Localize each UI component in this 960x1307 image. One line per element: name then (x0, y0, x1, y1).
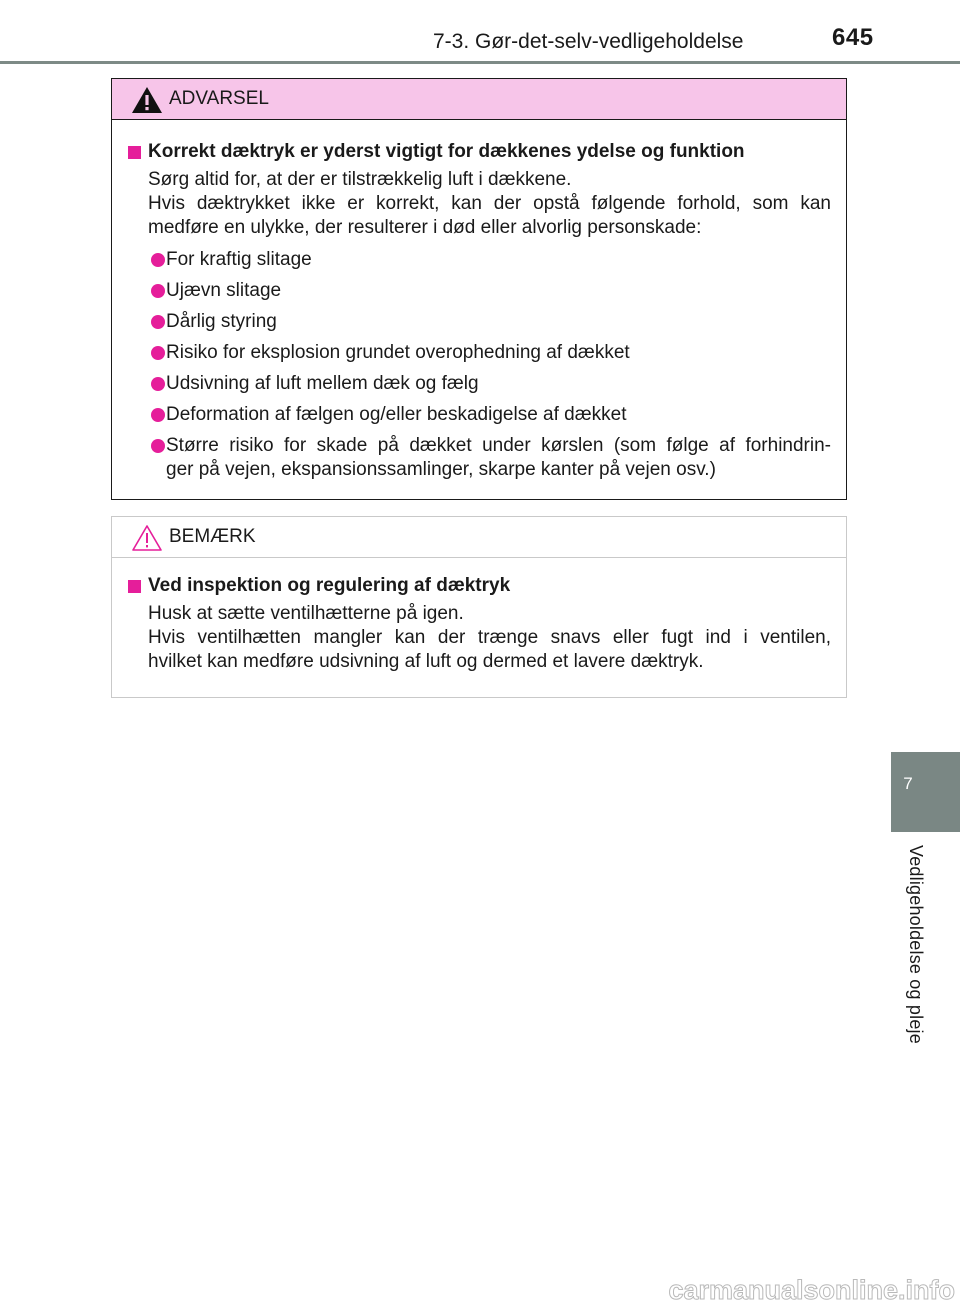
note-line: hvilket kan medføre udsivning af luft og dermed et lavere dæktryk. (148, 651, 704, 672)
chapter-tab[interactable] (891, 752, 960, 832)
round-bullet-icon (151, 253, 165, 267)
list-item: Ujævn slitage (126, 279, 831, 303)
round-bullet-icon (151, 346, 165, 360)
note-label: BEMÆRK (169, 526, 256, 547)
note-text (126, 602, 831, 674)
warning-bullet-list (126, 248, 831, 482)
page-header (0, 0, 960, 62)
round-bullet-icon (151, 408, 165, 422)
square-bullet-icon (128, 580, 141, 593)
chapter-number: 7 (903, 774, 913, 793)
header-divider (0, 61, 960, 64)
note-line: Hvis ventilhætten mangler kan der trænge snavs eller fugt ind i ventilen, (148, 627, 831, 648)
caution-triangle-outline-icon (130, 523, 164, 553)
watermark (0, 1275, 960, 1307)
warning-intro-line: Hvis dæktrykket ikke er korrekt, kan der opstå følgende forhold, som kan (148, 193, 831, 214)
list-item: Deformation af fælgen og/eller beskadigelse af dækket (126, 403, 831, 427)
watermark-text: carmanualsonline.info (668, 1275, 955, 1305)
chapter-title: Vedligeholdelse og pleje (906, 845, 926, 1044)
note-body (112, 558, 846, 674)
warning-body (112, 120, 846, 482)
warning-label: ADVARSEL (169, 88, 269, 109)
round-bullet-icon (151, 315, 165, 329)
round-bullet-icon (151, 284, 165, 298)
warning-box (111, 78, 847, 500)
warning-intro-line: medføre en ulykke, der resulterer i død eller alvorlig personskade: (148, 217, 702, 238)
note-header (112, 517, 846, 558)
list-item: Udsivning af luft mellem dæk og fælg (126, 372, 831, 396)
warning-header (112, 79, 846, 120)
warning-intro (126, 168, 831, 240)
square-bullet-icon (128, 146, 141, 159)
warning-intro-line: Sørg altid for, at der er tilstrækkelig luft i dækkene. (148, 169, 572, 190)
list-item: Risiko for eksplosion grundet overophedning af dækket (126, 341, 831, 365)
warning-triangle-icon (130, 85, 164, 115)
round-bullet-icon (151, 439, 165, 453)
warning-heading (126, 140, 831, 164)
note-box (111, 516, 847, 698)
round-bullet-icon (151, 377, 165, 391)
list-item: For kraftig slitage (126, 248, 831, 272)
note-line: Husk at sætte ventilhætterne på igen. (148, 603, 464, 624)
list-item: Større risiko for skade på dækket under kørslen (som følge af forhindrin- ger på vejen, ekspansionssamlinger, skarpe kanter på vejen osv.) (126, 434, 831, 482)
note-heading (126, 574, 831, 598)
warning-heading-text: Korrekt dæktryk er yderst vigtigt for dækkenes ydelse og funktion (148, 141, 745, 162)
page-number: 645 (832, 24, 874, 51)
section-title: 7-3. Gør-det-selv-vedligeholdelse (433, 30, 744, 53)
list-item: Dårlig styring (126, 310, 831, 334)
note-heading-text: Ved inspektion og regulering af dæktryk (148, 575, 511, 596)
